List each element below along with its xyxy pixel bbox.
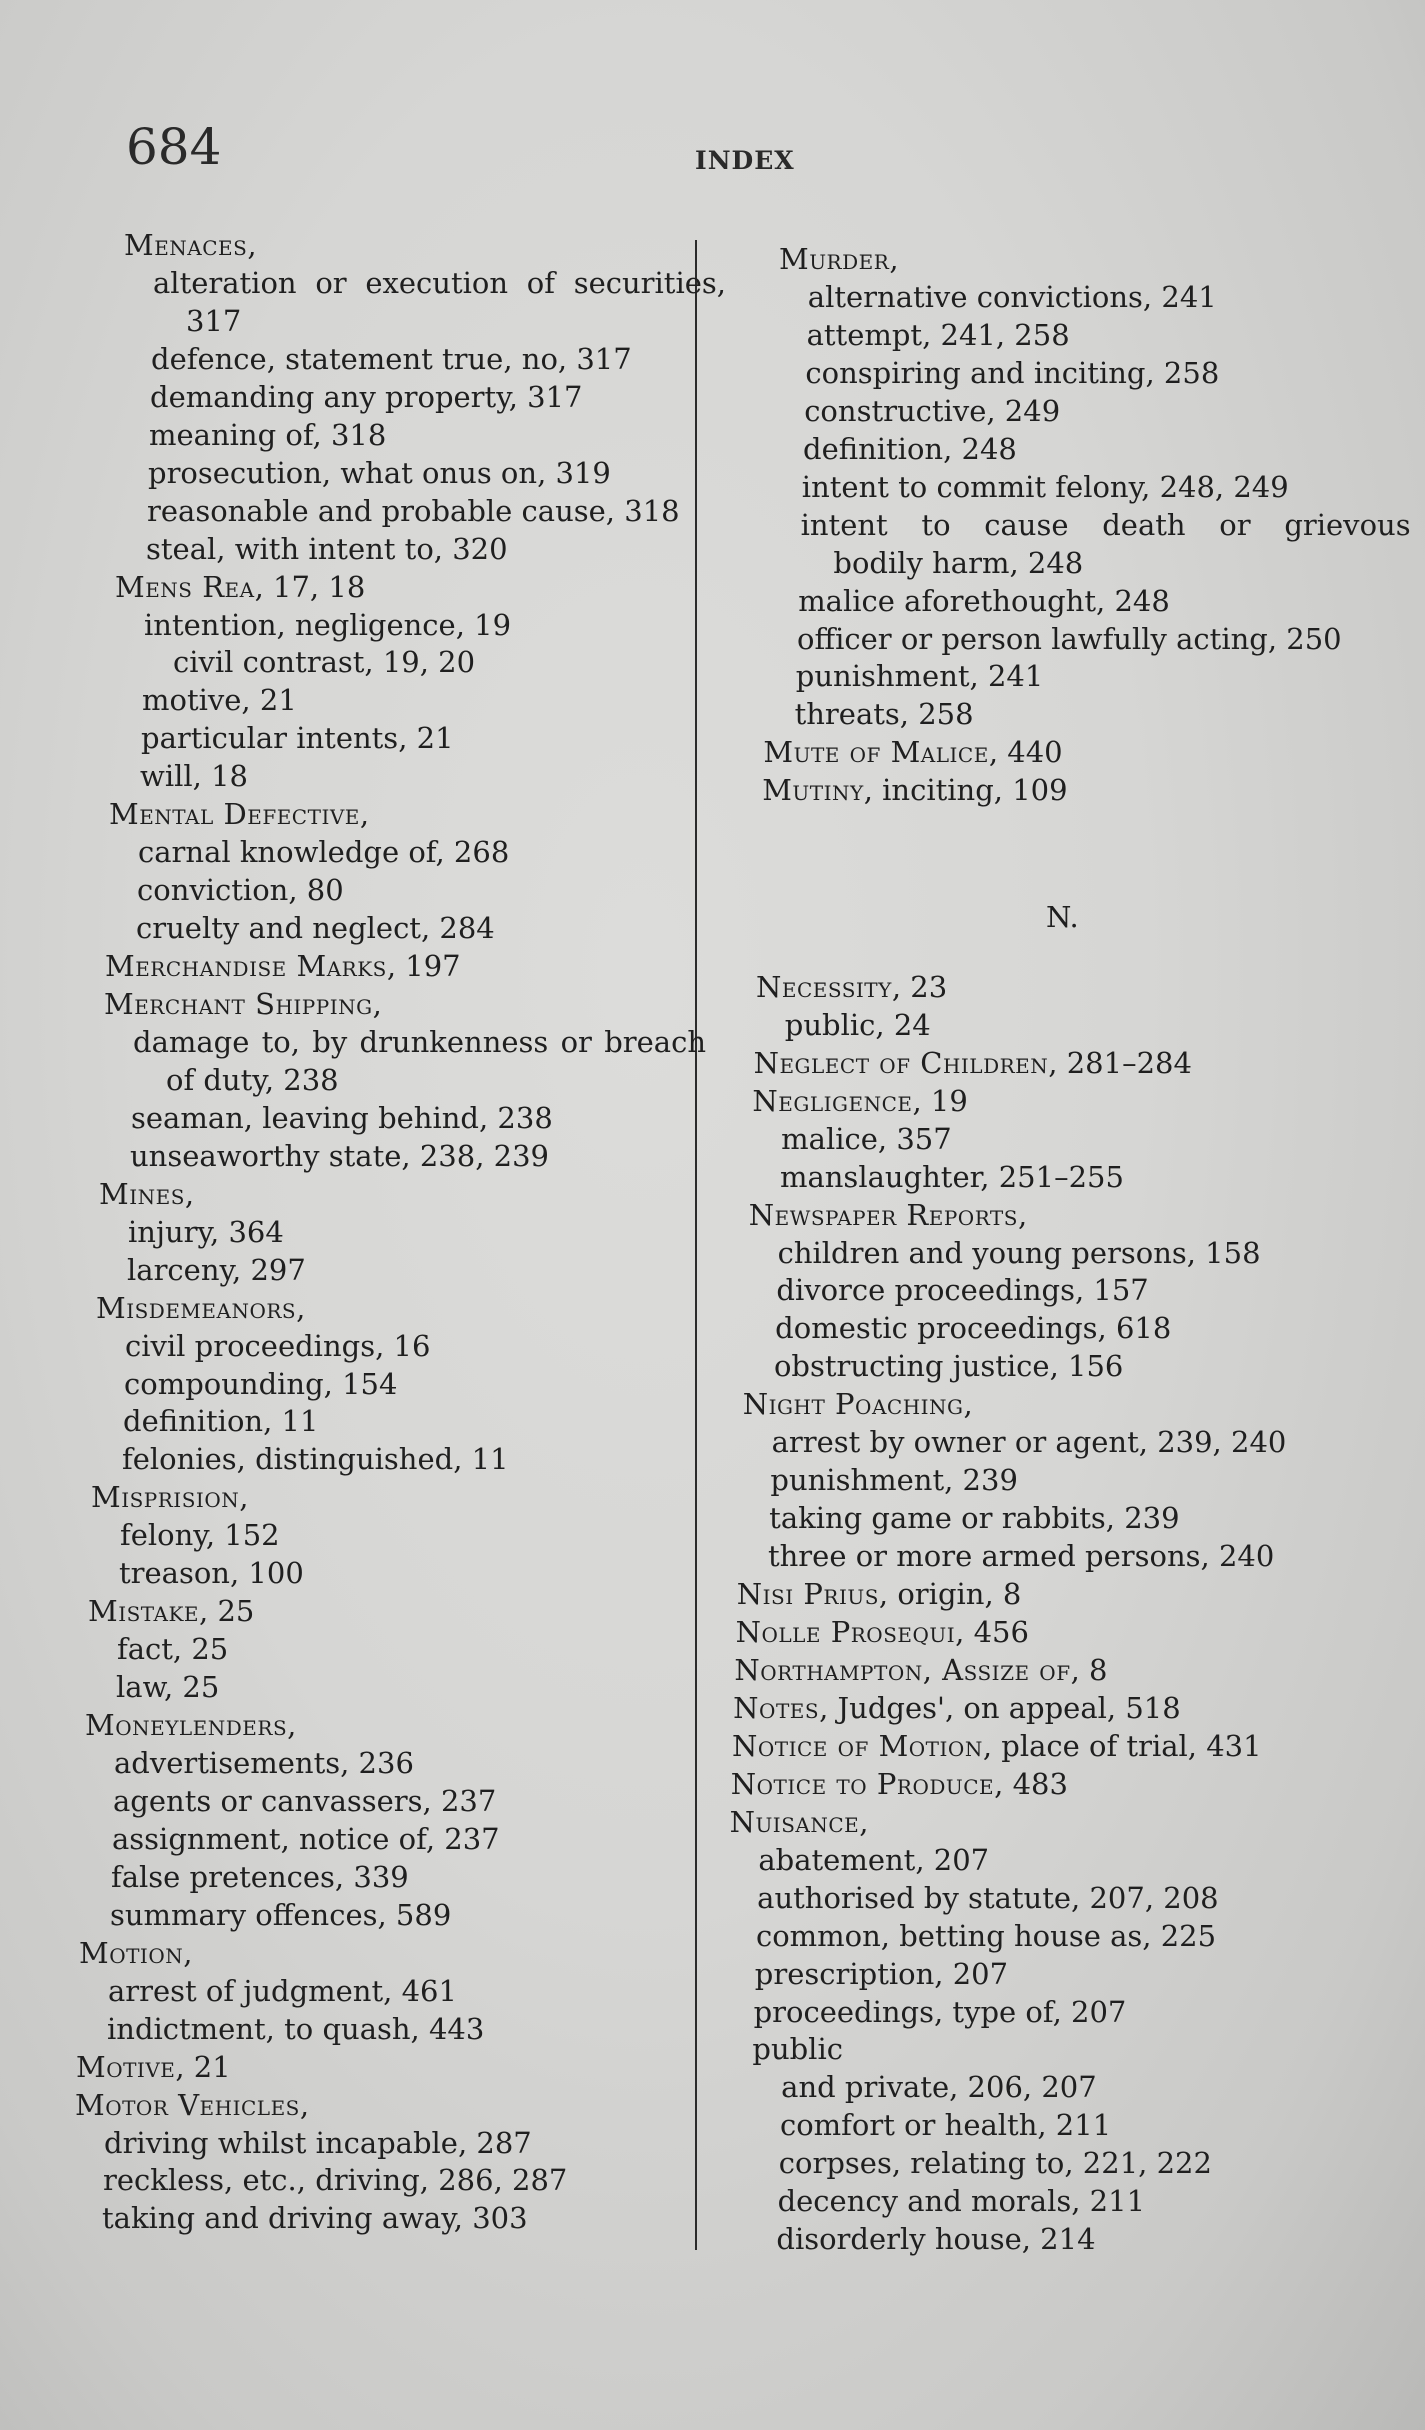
heading-refs: , <box>372 987 382 1021</box>
index-subentry: injury, 364 <box>128 1214 284 1249</box>
heading-refs: , <box>1017 1197 1028 1232</box>
heading-refs: , inciting, 109 <box>863 773 1068 808</box>
index-subentry: meaning of, 318 <box>149 417 387 452</box>
heading-term: Notice of Motion <box>731 1728 983 1763</box>
page-number: 684 <box>126 118 222 176</box>
index-heading <box>96 1289 305 1327</box>
heading-refs: , 456 <box>955 1615 1029 1650</box>
index-heading <box>779 240 899 278</box>
heading-refs: , 21 <box>175 2049 231 2084</box>
index-subentry: public <box>752 2032 843 2067</box>
index-heading <box>105 947 461 985</box>
heading-refs: , <box>296 1290 306 1325</box>
index-heading <box>733 1689 1181 1727</box>
index-heading <box>763 733 1062 771</box>
heading-term: Motive <box>76 2049 176 2084</box>
heading-term: Mental Defective <box>109 797 360 832</box>
index-subentry: civil proceedings, 16 <box>125 1328 431 1363</box>
index-heading <box>124 226 257 264</box>
index-subentry: authorised by statute, 207, 208 <box>757 1880 1219 1915</box>
index-subentry: treason, 100 <box>119 1556 304 1591</box>
index-subentry: larceny, 297 <box>127 1252 306 1287</box>
heading-refs: , <box>183 1935 193 1970</box>
index-subentry: punishment, 239 <box>770 1463 1018 1498</box>
index-heading <box>732 1727 1262 1765</box>
index-heading <box>756 968 947 1006</box>
index-heading <box>79 1934 192 1972</box>
index-heading <box>109 795 369 833</box>
index-subentry: false pretences, 339 <box>111 1859 409 1894</box>
index-subsubentry: corpses, relating to, 221, 222 <box>778 2146 1212 2181</box>
heading-refs: , <box>239 1480 249 1515</box>
index-subentry: demanding any property, 317 <box>150 379 583 414</box>
heading-term: Motion <box>79 1935 184 1970</box>
heading-refs: , Judges', on appeal, 518 <box>819 1690 1181 1725</box>
index-subentry: alteration or execution of securities, <box>153 265 726 300</box>
index-subentry: assignment, notice of, 237 <box>112 1821 500 1856</box>
heading-refs: , <box>889 242 899 276</box>
heading-refs: , origin, 8 <box>878 1577 1022 1612</box>
heading-refs: , 197 <box>386 949 461 984</box>
heading-refs: , 19 <box>912 1083 968 1118</box>
heading-term: Misdemeanors <box>96 1290 297 1325</box>
index-subentry: steal, with intent to, 320 <box>146 531 508 566</box>
index-subentry: indictment, to quash, 443 <box>107 2011 485 2046</box>
index-subentry: felonies, distinguished, 11 <box>122 1442 509 1477</box>
index-subentry: threats, 258 <box>794 697 974 732</box>
index-heading <box>752 1082 967 1120</box>
heading-refs: , <box>859 1804 869 1839</box>
index-subentry: intention, negligence, 19 <box>144 607 512 642</box>
index-subentry: carnal knowledge of, 268 <box>138 835 510 870</box>
index-heading <box>749 1196 1027 1234</box>
heading-term: Neglect of Children <box>753 1045 1049 1080</box>
heading-refs: , <box>299 2087 310 2122</box>
heading-term: Mens Rea <box>115 569 255 604</box>
index-subsubentry: and private, 206, 207 <box>781 2070 1097 2105</box>
running-head: INDEX <box>695 146 795 175</box>
heading-refs: , <box>287 1708 297 1743</box>
index-heading <box>736 1613 1029 1651</box>
heading-term: Mutiny <box>762 773 864 808</box>
index-continuation: 317 <box>186 303 242 338</box>
index-subentry: malice, 357 <box>781 1121 952 1156</box>
index-continuation: bodily harm, 248 <box>833 545 1084 580</box>
index-heading <box>76 2048 231 2086</box>
index-heading <box>88 1592 254 1630</box>
index-subentry: reckless, etc., driving, 286, 287 <box>103 2163 568 2198</box>
heading-refs: , 23 <box>891 969 948 1004</box>
index-subsubentry: civil contrast, 19, 20 <box>173 645 476 680</box>
index-heading <box>734 1651 1107 1689</box>
index-subentry: prescription, 207 <box>754 1956 1009 1991</box>
index-subentry: manslaughter, 251–255 <box>779 1159 1124 1194</box>
heading-term: Menaces <box>124 228 248 262</box>
index-subentry: constructive, 249 <box>804 393 1061 428</box>
index-subentry: cruelty and neglect, 284 <box>136 911 495 946</box>
heading-term: Mines <box>99 1176 185 1211</box>
index-subentry: conviction, 80 <box>137 873 344 908</box>
index-subsubentry: decency and morals, 211 <box>777 2184 1146 2219</box>
index-subentry: felony, 152 <box>120 1518 280 1553</box>
column-divider <box>695 240 697 2250</box>
index-subentry: driving whilst incapable, 287 <box>104 2125 532 2160</box>
index-subentry: summary offences, 589 <box>110 1897 452 1932</box>
heading-term: Murder <box>779 242 890 276</box>
index-heading <box>731 1765 1068 1803</box>
index-subentry: taking game or rabbits, 239 <box>769 1501 1180 1536</box>
index-subentry: definition, 248 <box>803 431 1017 466</box>
index-subentry: attempt, 241, 258 <box>806 317 1070 352</box>
index-subentry: motive, 21 <box>142 683 297 718</box>
index-subentry: particular intents, 21 <box>141 721 454 756</box>
index-subentry: intent to cause death or grievous <box>800 507 1411 542</box>
index-heading <box>115 568 365 606</box>
index-heading <box>737 1575 1022 1613</box>
index-heading <box>85 1706 296 1744</box>
index-subentry: will, 18 <box>140 759 248 794</box>
heading-refs: , 281–284 <box>1048 1045 1192 1080</box>
heading-term: Northampton, Assize of <box>734 1652 1071 1687</box>
heading-refs: , 440 <box>988 735 1063 770</box>
index-subentry: compounding, 154 <box>124 1366 398 1401</box>
heading-term: Notes <box>733 1690 820 1725</box>
heading-term: Merchandise Marks <box>105 949 387 984</box>
heading-term: Negligence <box>752 1083 913 1118</box>
index-subentry: abatement, 207 <box>758 1842 990 1877</box>
heading-refs: , 17, 18 <box>254 569 366 604</box>
heading-term: Moneylenders <box>85 1708 288 1743</box>
index-subentry: punishment, 241 <box>795 659 1044 694</box>
index-subentry: children and young persons, 158 <box>777 1235 1261 1270</box>
index-subentry: public, 24 <box>784 1007 931 1042</box>
index-subentry: arrest of judgment, 461 <box>108 1973 457 2008</box>
heading-refs: , 25 <box>199 1594 255 1629</box>
index-subentry: prosecution, what onus on, 319 <box>148 455 611 490</box>
heading-term: Mistake <box>88 1594 200 1629</box>
heading-term: Nolle Prosequi <box>735 1615 956 1650</box>
index-subentry: advertisements, 236 <box>114 1746 414 1780</box>
index-subentry: proceedings, type of, 207 <box>753 1994 1127 2029</box>
index-heading <box>104 985 382 1023</box>
heading-term: Newspaper Reports <box>748 1197 1018 1232</box>
heading-refs: , place of trial, 431 <box>982 1728 1262 1763</box>
index-heading <box>75 2086 309 2124</box>
index-subentry: damage to, by drunkenness or breach <box>133 1024 706 1059</box>
index-subentry: intent to commit felony, 248, 249 <box>801 469 1289 504</box>
index-subentry: officer or person lawfully acting, 250 <box>797 621 1342 656</box>
index-subentry: common, betting house as, 225 <box>755 1918 1217 1953</box>
index-heading <box>99 1175 194 1213</box>
index-subsubentry: comfort or health, 211 <box>779 2108 1112 2143</box>
heading-term: Nisi Prius <box>736 1577 879 1612</box>
heading-refs: , <box>963 1387 973 1422</box>
index-subentry: defence, statement true, no, 317 <box>151 341 632 376</box>
index-subentry: alternative convictions, 241 <box>807 279 1217 314</box>
heading-term: Necessity <box>755 969 892 1004</box>
index-subentry: definition, 11 <box>123 1404 319 1439</box>
heading-term: Merchant Shipping <box>104 987 373 1021</box>
index-heading <box>730 1803 869 1841</box>
index-heading <box>91 1478 248 1516</box>
index-subentry: reasonable and probable cause, 318 <box>147 493 680 528</box>
heading-refs: , 8 <box>1070 1652 1108 1687</box>
heading-term: Motor Vehicles <box>75 2087 300 2122</box>
heading-term: Mute of Malice <box>763 735 989 770</box>
index-subentry: unseaworthy state, 238, 239 <box>130 1138 549 1173</box>
index-subentry: domestic proceedings, 618 <box>775 1311 1172 1346</box>
index-subentry: agents or canvassers, 237 <box>113 1783 497 1818</box>
index-heading <box>743 1385 973 1423</box>
heading-refs: , <box>359 797 370 832</box>
index-continuation: of duty, 238 <box>166 1062 339 1097</box>
heading-refs: , <box>184 1176 195 1211</box>
index-subentry: conspiring and inciting, 258 <box>805 355 1220 390</box>
index-subentry: fact, 25 <box>117 1632 229 1667</box>
index-subentry: malice aforethought, 248 <box>798 583 1170 618</box>
index-heading <box>754 1044 1192 1082</box>
index-subentry: divorce proceedings, 157 <box>776 1273 1149 1308</box>
heading-refs: , 483 <box>994 1766 1068 1801</box>
index-subentry: arrest by owner or agent, 239, 240 <box>771 1425 1287 1460</box>
heading-refs: , <box>247 228 257 262</box>
index-subentry: law, 25 <box>116 1670 220 1705</box>
index-subentry: obstructing justice, 156 <box>773 1349 1124 1384</box>
heading-term: Notice to Produce <box>730 1766 995 1801</box>
index-subsubentry: disorderly house, 214 <box>776 2222 1096 2257</box>
index-subentry: three or more armed persons, 240 <box>767 1539 1275 1574</box>
index-subentry: taking and driving away, 303 <box>102 2201 528 2236</box>
section-letter: N. <box>1046 899 1079 934</box>
index-heading <box>762 771 1067 809</box>
index-subentry: seaman, leaving behind, 238 <box>131 1100 553 1135</box>
heading-term: Nuisance <box>729 1804 860 1839</box>
heading-term: Misprision <box>91 1480 240 1515</box>
heading-term: Night Poaching <box>742 1387 964 1422</box>
